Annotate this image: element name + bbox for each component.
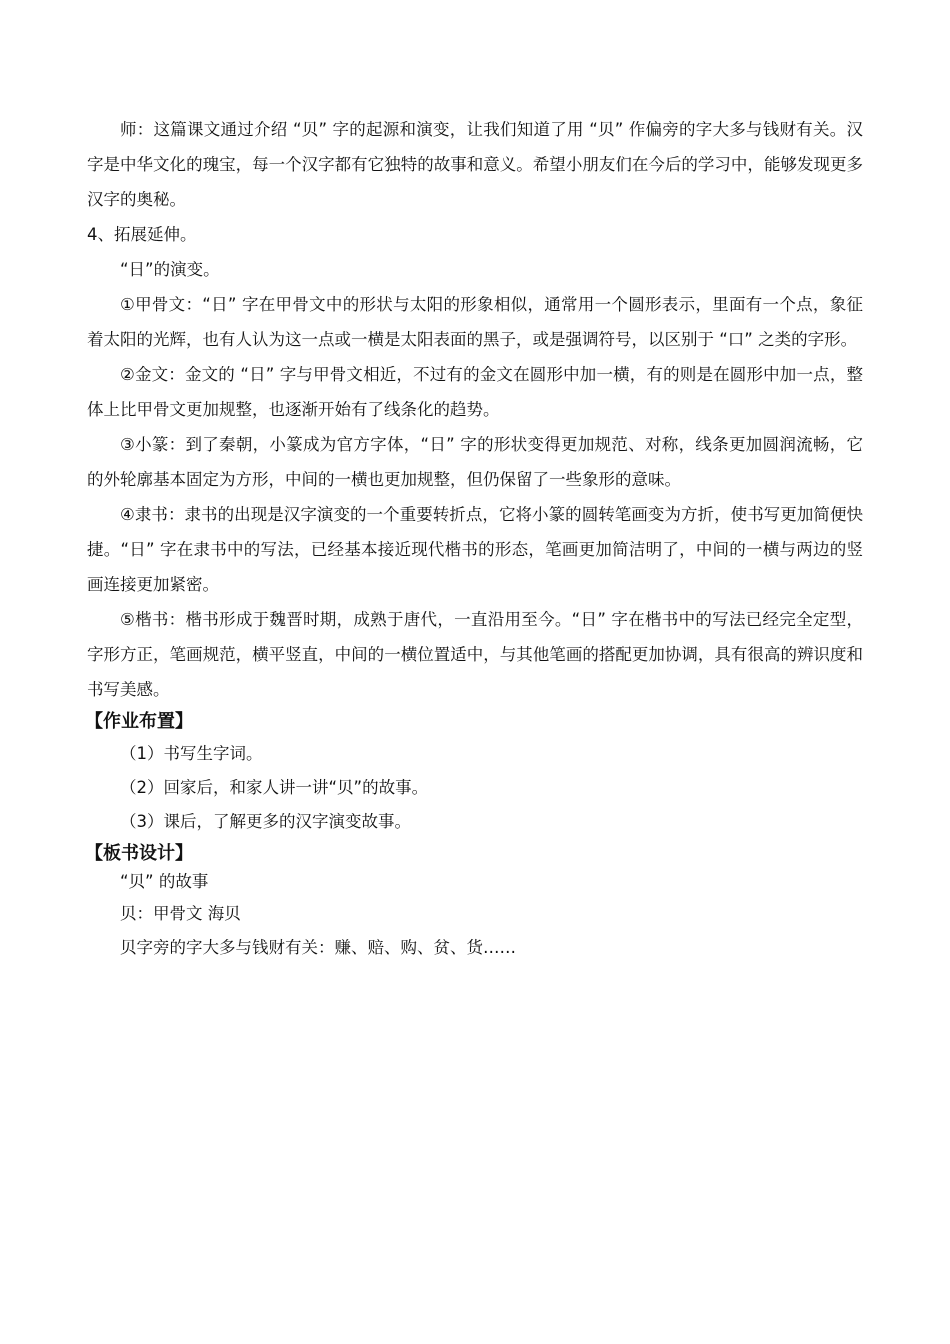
extension-title: 4、拓展延伸。 [87, 225, 197, 244]
homework-item: （2）回家后，和家人讲一讲“贝”的故事。 [120, 778, 429, 797]
stage-bronze: ②金文：金文的 “日” 字与甲骨文相近，不过有的金文在圆形中加一横，有的则是在圆形中加一点，整体上比甲骨文更加规整，也逐渐开始有了线条化的趋势。 [87, 365, 863, 419]
teacher-summary: 师：这篇课文通过介绍 “贝” 字的起源和演变，让我们知道了用 “贝” 作偏旁的字大多与钱财有关。汉字是中华文化的瑰宝，每一个汉字都有它独特的故事和意义。希望小朋友们在今后的学习中，能够发现更多汉字的奥秘。 [87, 120, 863, 209]
homework-item: （1）书写生字词。 [120, 744, 263, 763]
board-line: 贝：甲骨文 海贝 [120, 904, 241, 923]
document-page [87, 112, 863, 965]
extension-subtitle: “日”的演变。 [120, 260, 220, 279]
homework-item: （3）课后，了解更多的汉字演变故事。 [120, 812, 411, 831]
stage-oracle-bone: ①甲骨文：“日” 字在甲骨文中的形状与太阳的形象相似，通常用一个圆形表示，里面有一个点，象征着太阳的光辉，也有人认为这一点或一横是太阳表面的黑子，或是强调符号，以区别于 “口” 之类的字形。 [87, 295, 863, 349]
stage-small-seal: ③小篆：到了秦朝，小篆成为官方字体，“日” 字的形状变得更加规范、对称，线条更加圆润流畅，它的外轮廓基本固定为方形，中间的一横也更加规整，但仍保留了一些象形的意味。 [87, 435, 863, 489]
board-line-title: “贝” 的故事 [120, 872, 209, 891]
stage-clerical: ④隶书：隶书的出现是汉字演变的一个重要转折点，它将小篆的圆转笔画变为方折，使书写更加简便快捷。“日” 字在隶书中的写法，已经基本接近现代楷书的形态，笔画更加简洁明了，中间的一横与两边的竖画连接更加紧密。 [87, 505, 863, 594]
homework-heading: 【作业布置】 [85, 711, 193, 732]
board-line: 贝字旁的字大多与钱财有关：赚、赔、购、贫、货…… [120, 938, 516, 957]
stage-regular: ⑤楷书：楷书形成于魏晋时期，成熟于唐代，一直沿用至今。“日” 字在楷书中的写法已经完全定型，字形方正，笔画规范，横平竖直，中间的一横位置适中，与其他笔画的搭配更加协调，具有很高的辨识度和书写美感。 [87, 610, 863, 699]
board-heading: 【板书设计】 [85, 843, 193, 864]
